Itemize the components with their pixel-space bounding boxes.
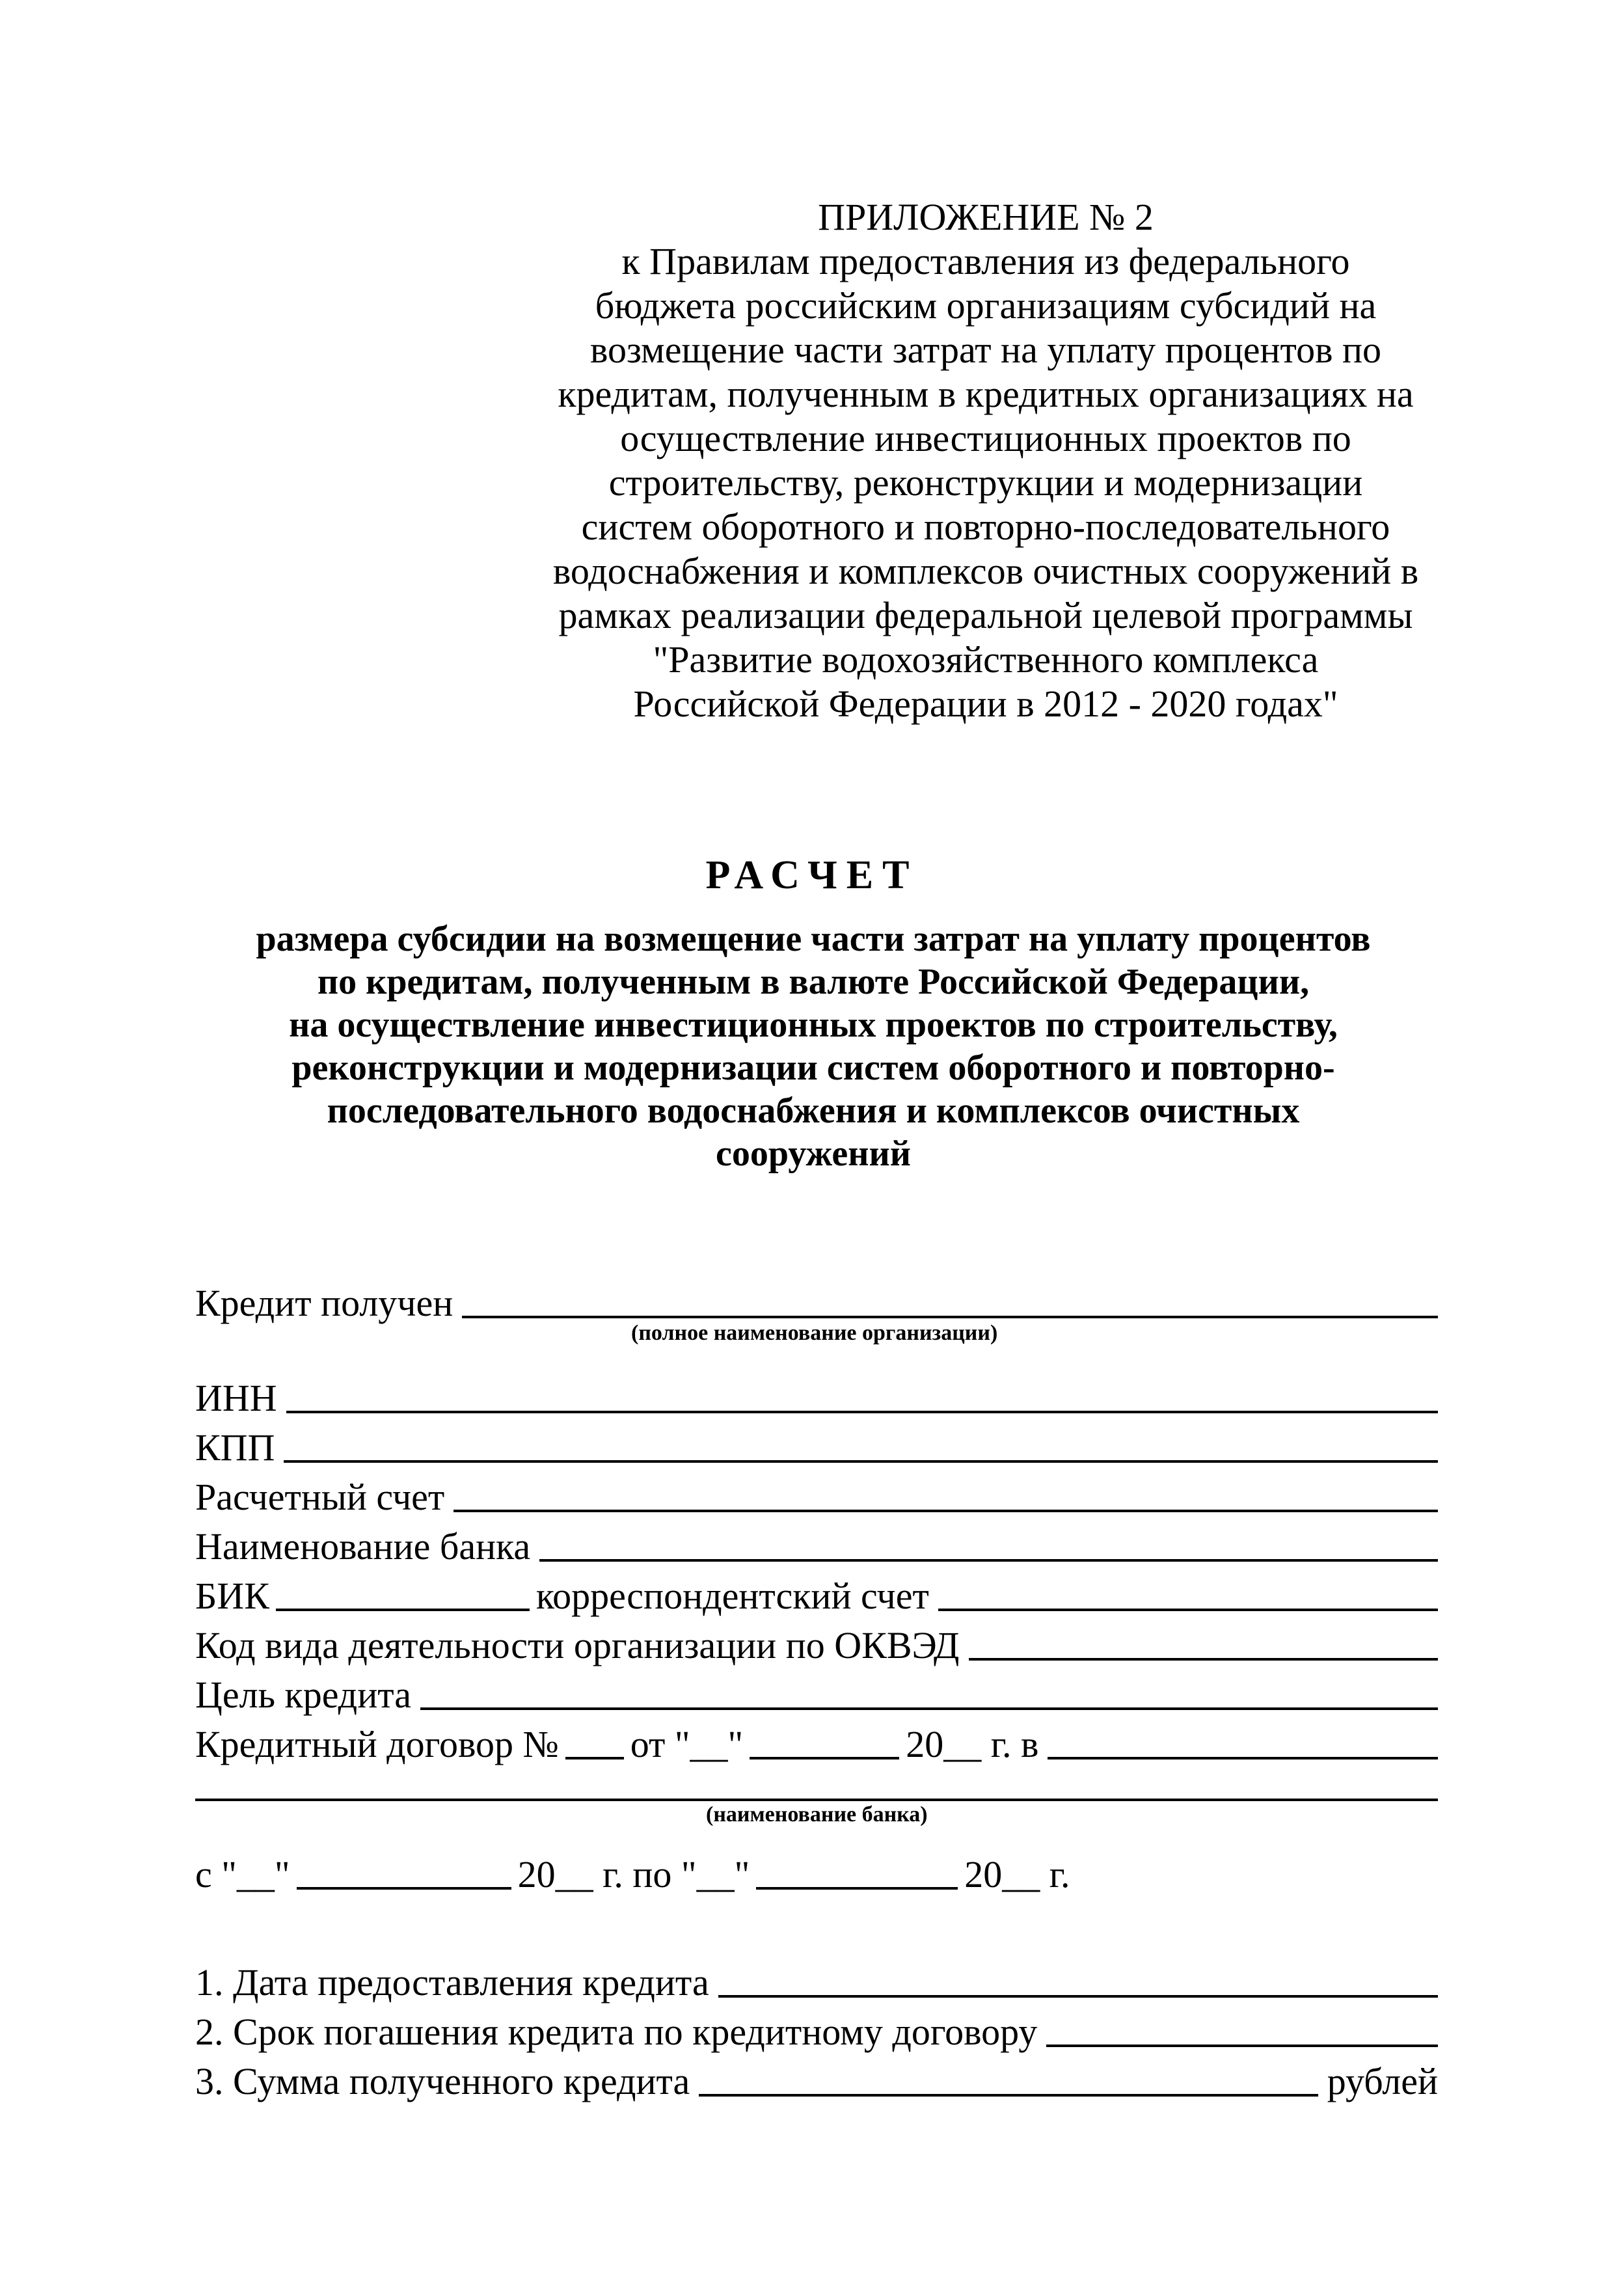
appendix-header	[521, 195, 1451, 726]
purpose-field[interactable]	[420, 1675, 1438, 1710]
inn-field[interactable]	[286, 1378, 1438, 1413]
document-title: РАСЧЕТ	[705, 853, 919, 897]
okved-row	[195, 1618, 1438, 1667]
organization-caption: (полное наименование организации)	[631, 1321, 998, 1345]
bank-name-field[interactable]	[539, 1527, 1438, 1562]
appendix-line: Российской Федерации в 2012 - 2020 годах"	[633, 683, 1338, 725]
bank-name-row	[195, 1519, 1438, 1568]
period-year2-label: 20__ г.	[964, 1853, 1070, 1895]
bik-field[interactable]	[276, 1576, 530, 1611]
appendix-line: рамках реализации федеральной целевой программы	[558, 594, 1413, 636]
period-end-month-field[interactable]	[756, 1854, 958, 1890]
organization-caption-row	[195, 1321, 1438, 1351]
subtitle-line: сооружений	[715, 1134, 912, 1174]
subtitle-line: на осуществление инвестиционных проектов по строительству,	[289, 1005, 1338, 1045]
organization-name-field[interactable]	[462, 1283, 1438, 1318]
period-year1-label: 20__ г. по "__"	[517, 1853, 750, 1895]
subtitle-line: по кредитам, полученным в валюте Российской Федерации,	[317, 962, 1310, 1002]
kpp-row	[195, 1420, 1438, 1469]
inn-row	[195, 1370, 1438, 1420]
bank-caption: (наименование банка)	[706, 1802, 928, 1827]
period-start-month-field[interactable]	[297, 1854, 511, 1890]
item3-label: 3. Сумма полученного кредита	[195, 2060, 690, 2102]
bank-caption-row	[195, 1801, 1438, 1827]
subtitle-line: последовательного водоснабжения и комплексов очистных	[327, 1091, 1300, 1131]
contract-number-field[interactable]	[565, 1724, 624, 1759]
appendix-line: ПРИЛОЖЕНИЕ № 2	[818, 196, 1154, 238]
bik-label: БИК	[195, 1575, 269, 1617]
contract-row	[195, 1717, 1438, 1766]
inn-label: ИНН	[195, 1377, 277, 1419]
corr-account-label: корреспондентский счет	[535, 1575, 929, 1617]
calculation-form	[195, 1275, 1438, 2103]
account-label: Расчетный счет	[195, 1476, 445, 1518]
contract-label: Кредитный договор №	[195, 1723, 559, 1765]
bank-name-label: Наименование банка	[195, 1525, 531, 1568]
item2-row	[195, 2004, 1438, 2054]
corr-account-field[interactable]	[938, 1576, 1438, 1611]
subtitle-line: реконструкции и модернизации систем оборотного и повторно-	[291, 1048, 1335, 1088]
purpose-label: Цель кредита	[195, 1674, 412, 1716]
contract-from-label: от "__"	[630, 1723, 744, 1765]
appendix-line: бюджета российским организациям субсидий на	[595, 284, 1377, 327]
item3-row	[195, 2054, 1438, 2103]
item1-row	[195, 1955, 1438, 2004]
item1-label: 1. Дата предоставления кредита	[195, 1961, 709, 2004]
okved-label: Код вида деятельности организации по ОКВЭД	[195, 1624, 960, 1666]
credit-received-row	[195, 1275, 1438, 1325]
appendix-line: осуществление инвестиционных проектов по	[620, 417, 1351, 459]
appendix-line: систем оборотного и повторно-последовательного	[581, 506, 1390, 548]
item3-unit: рублей	[1327, 2060, 1438, 2102]
kpp-field[interactable]	[284, 1428, 1438, 1463]
bank-name-line[interactable]	[195, 1773, 1438, 1801]
account-field[interactable]	[453, 1477, 1438, 1512]
okved-field[interactable]	[969, 1625, 1439, 1661]
item2-label: 2. Срок погашения кредита по кредитному договору	[195, 2011, 1038, 2053]
appendix-line: возмещение части затрат на уплату процентов по	[589, 329, 1382, 371]
appendix-line: водоснабжения и комплексов очистных сооружений в	[552, 550, 1419, 592]
period-from-label: с "__"	[195, 1853, 290, 1895]
kpp-label: КПП	[195, 1426, 275, 1469]
repayment-term-field[interactable]	[1046, 2012, 1438, 2047]
account-row	[195, 1469, 1438, 1519]
credit-date-field[interactable]	[718, 1963, 1438, 1998]
appendix-line: строительству, реконструкции и модернизации	[608, 461, 1363, 504]
contract-bank-field[interactable]	[1048, 1724, 1438, 1759]
appendix-line: "Развитие водохозяйственного комплекса	[653, 638, 1319, 681]
subtitle-line: размера субсидии на возмещение части затрат на уплату процентов	[256, 919, 1371, 959]
credit-received-label: Кредит получен	[195, 1282, 453, 1324]
contract-year-label: 20__ г. в	[906, 1723, 1039, 1765]
bik-row	[195, 1568, 1438, 1618]
appendix-line: кредитам, полученным в кредитных организациях на	[558, 373, 1414, 415]
purpose-row	[195, 1667, 1438, 1717]
contract-month-field[interactable]	[750, 1724, 899, 1759]
document-subtitle	[163, 917, 1464, 1175]
appendix-line: к Правилам предоставления из федерального	[621, 240, 1350, 282]
period-row	[195, 1847, 1438, 1896]
credit-amount-field[interactable]	[699, 2061, 1318, 2097]
